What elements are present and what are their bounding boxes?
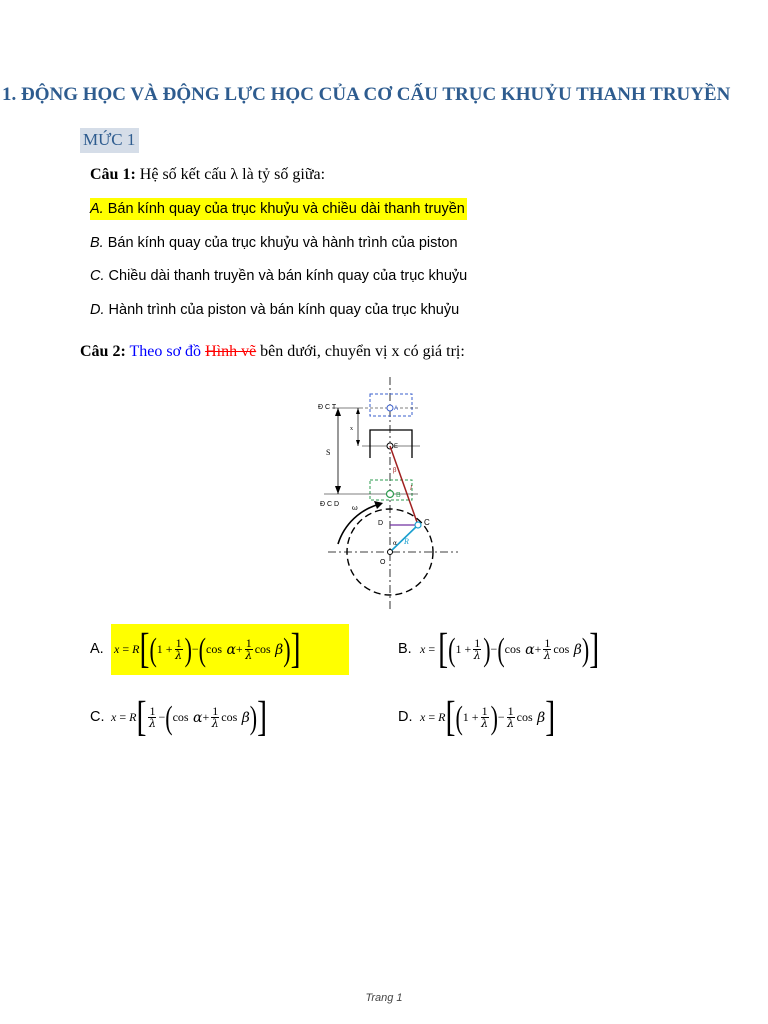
answer-b-formula: x = [ ( 1 + $\frac{1}{\lambda}$ ) − ( cos α + $\frac{1}{\lambda}$ cos β ) ] xyxy=(420,625,600,672)
page-footer: Trang 1 xyxy=(365,992,403,1004)
crank-center-o xyxy=(388,550,393,555)
answer-a-formula: x = R [ ( 1 + $\frac{1}{\lambda}$ ) − ( cos α + $\frac{1}{\lambda}$ cos β ) ] xyxy=(111,624,349,675)
label-beta: β xyxy=(393,467,397,474)
label-dcd: Đ C D xyxy=(320,501,340,508)
answer-c-formula: x = R [ $\frac{1}{\lambda}$ − ( cos α + $\frac{1}{\lambda}$ cos β ) ] xyxy=(111,693,268,740)
option-text: Hành trình của piston và bán kính quay của trục khuỷu xyxy=(104,302,460,318)
deleted-text: Hình vẽ xyxy=(205,343,257,360)
answer-c-letter: C. xyxy=(90,709,105,725)
pin-b xyxy=(387,491,394,498)
question-1-title xyxy=(90,166,325,184)
question-1-option-a xyxy=(90,198,467,220)
section-heading: 1. ĐỘNG HỌC VÀ ĐỘNG LỰC HỌC CỦA CƠ CẤU TRỤC KHUỶU THANH TRUYỀN xyxy=(2,84,731,105)
label-l: l xyxy=(410,484,412,492)
crank-pin-c xyxy=(415,522,421,528)
option-text: Bán kính quay của trục khuỷu và hành trình của piston xyxy=(103,235,458,251)
answer-b-letter: B. xyxy=(398,641,412,657)
answer-d-formula: x = R [ ( 1 + $\frac{1}{\lambda}$ ) − $\frac{1}{\lambda}$ cos β ] xyxy=(420,693,556,740)
question-1-label: Câu 1: xyxy=(90,166,136,183)
rotation-arrow xyxy=(338,504,380,544)
question-2-label: Câu 2: xyxy=(80,343,126,360)
option-letter: D. xyxy=(90,302,105,318)
question-1-option-d xyxy=(90,299,459,321)
question-2-text: bên dưới, chuyển vị x có giá trị: xyxy=(256,343,465,360)
label-s: S xyxy=(326,448,331,457)
label-o: O xyxy=(380,559,386,566)
label-c: C xyxy=(424,518,430,527)
crank-mechanism-diagram xyxy=(300,372,470,612)
label-a: A xyxy=(394,406,399,412)
option-letter: A. xyxy=(90,201,104,217)
label-e: E xyxy=(394,444,399,450)
question-2-title xyxy=(80,343,465,361)
inserted-text: Theo sơ đồ xyxy=(125,343,206,360)
option-letter: C. xyxy=(90,268,105,284)
question-1-option-c xyxy=(90,265,467,287)
option-text: Bán kính quay của trục khuỷu và chiều dài thanh truyền xyxy=(103,201,465,217)
option-text: Chiều dài thanh truyền và bán kính quay của trục khuỷu xyxy=(104,268,468,284)
label-x: x xyxy=(350,426,353,432)
question-1-option-b xyxy=(90,232,458,254)
option-letter: B. xyxy=(90,235,104,251)
level-badge: MỨC 1 xyxy=(80,128,139,153)
label-omega: ω xyxy=(352,504,358,512)
label-r: R xyxy=(404,537,409,546)
pin-a xyxy=(387,405,393,411)
label-dct: Đ C T xyxy=(318,404,337,411)
label-alpha: α xyxy=(393,540,398,547)
answer-d-letter: D. xyxy=(398,709,413,725)
answer-a-letter: A. xyxy=(90,641,104,657)
question-1-text: Hệ số kết cấu λ là tỷ số giữa: xyxy=(135,166,326,183)
connecting-rod xyxy=(390,446,418,525)
label-b: B xyxy=(396,492,401,499)
label-d: D xyxy=(378,520,384,527)
